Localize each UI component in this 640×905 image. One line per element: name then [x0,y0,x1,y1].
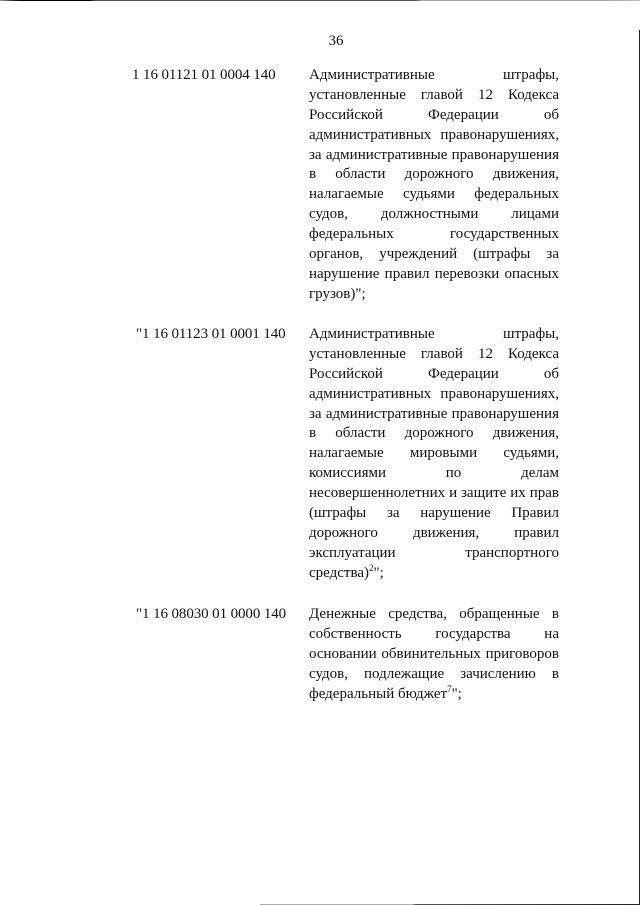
description-line: налагаемые судьями федеральных [309,186,559,203]
description-line: собственность государства на [309,625,559,642]
footnote-marker: 2 [369,562,374,573]
description-line: грузов)"; [309,285,366,302]
budget-classification-code: "1 16 08030 01 0000 140 [136,606,287,622]
budget-classification-code: 1 16 01121 01 0004 140 [132,67,276,83]
description-line: за административные правонарушения [309,146,559,163]
description-line: комиссиями по делам [309,465,559,482]
description-line: установленные главой 12 Кодекса [309,345,559,362]
description-line: федеральных государственных [309,226,559,243]
scan-edge-top [0,0,640,1]
footnote-marker: 7 [447,683,452,694]
description-line: нарушение правил перевозки опасных [309,265,559,282]
description-line: административных правонарушениях, [309,385,559,402]
closing-quote: "; [451,685,462,702]
description-line: Административные штрафы, [309,326,559,342]
description-line: эксплуатации транспортного [309,544,559,561]
description-line: судов, должностными лицами [309,206,559,223]
description-text: средства) [309,564,369,581]
description-line: Денежные средства, обращенные в [309,606,559,622]
description-line: органов, учреждений (штрафы за [309,246,559,263]
entry-description [309,66,559,305]
description-text: федеральный бюджет [309,685,448,702]
description-line: основании обвинительных приговоров [309,645,559,662]
description-line: административных правонарушениях, [309,126,559,143]
description-line: дорожного движения, правил [309,524,559,541]
description-line: за административные правонарушения [309,405,559,422]
description-line: Российской Федерации об [309,106,559,123]
description-line: (штрафы за нарушение Правил [309,505,559,522]
entry-description [309,325,559,584]
page-number: 36 [328,33,344,49]
description-line: в области дорожного движения, [309,166,559,183]
description-line: Административные штрафы, [309,67,559,83]
budget-classification-code: "1 16 01123 01 0001 140 [136,326,286,342]
description-line: судов, подлежащие зачислению в [309,665,559,682]
description-line-last [309,564,559,584]
description-line: Российской Федерации об [309,365,559,382]
description-line: налагаемые мировыми судьями, [309,445,559,462]
description-line: в области дорожного движения, [309,425,559,442]
description-line: установленные главой 12 Кодекса [309,86,559,103]
closing-quote: "; [373,564,384,581]
description-line: несовершеннолетних и защите их прав [309,485,559,502]
entry-description [309,605,559,704]
description-line-last [309,685,559,705]
